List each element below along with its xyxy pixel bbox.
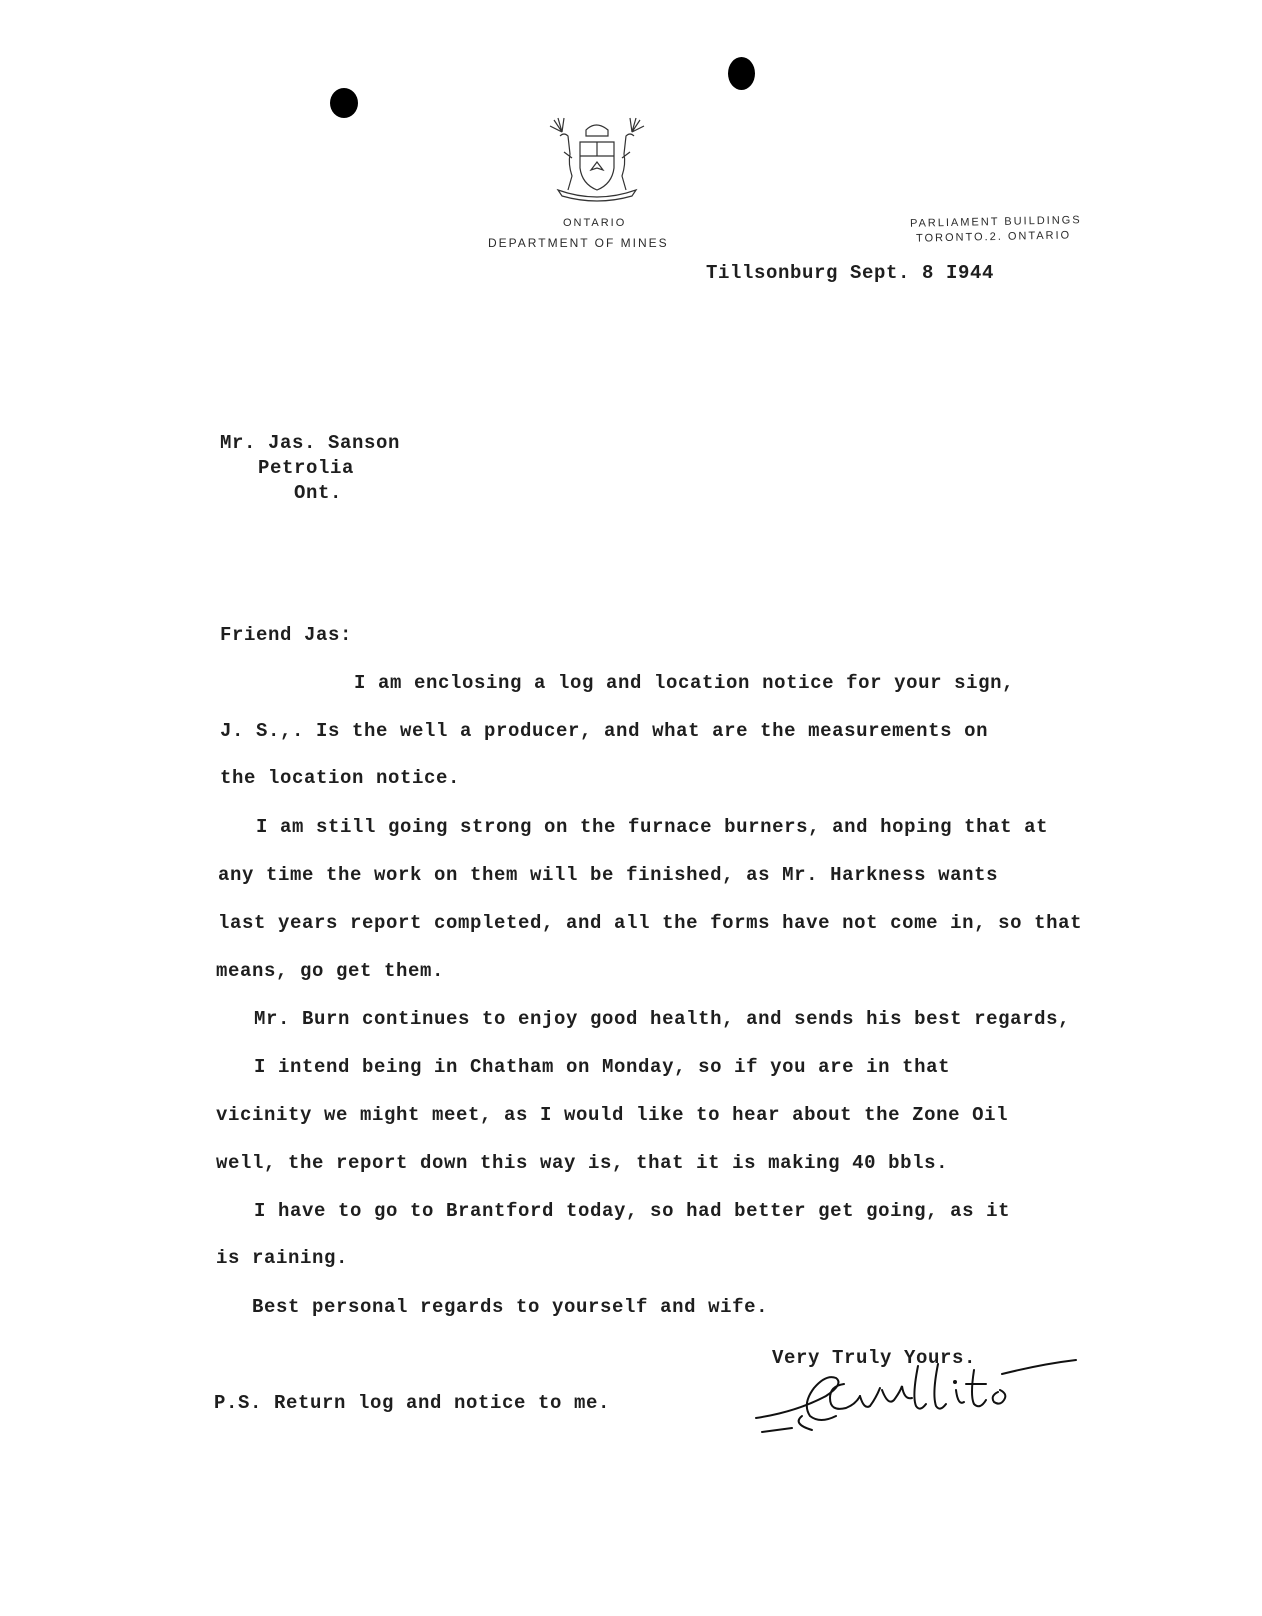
recipient-town: Petrolia xyxy=(258,457,355,479)
body-line: I am still going strong on the furnace burners, and hoping that at xyxy=(256,816,1049,838)
letterhead-org-line1: ONTARIO xyxy=(563,217,627,229)
body-line: last years report completed, and all the forms have not come in, so that xyxy=(218,912,1083,934)
body-line: I intend being in Chatham on Monday, so if you are in that xyxy=(254,1056,951,1078)
body-line: any time the work on them will be finished, as Mr. Harkness wants xyxy=(218,864,999,886)
body-line: Best personal regards to yourself and wife. xyxy=(252,1296,769,1318)
body-line: means, go get them. xyxy=(216,960,445,982)
ontario-coat-of-arms-icon xyxy=(548,112,646,204)
body-line: I am enclosing a log and location notice for your sign, xyxy=(354,672,1015,694)
body-line: is raining. xyxy=(216,1247,349,1269)
body-line: J. S.,. Is the well a producer, and what are the measurements on xyxy=(220,720,989,742)
letterhead-org-line2: DEPARTMENT OF MINES xyxy=(488,236,669,250)
body-line: vicinity we might meet, as I would like to hear about the Zone Oil xyxy=(216,1104,1009,1126)
body-line: well, the report down this way is, that it is making 40 bbls. xyxy=(216,1152,949,1174)
recipient-name: Mr. Jas. Sanson xyxy=(220,432,401,454)
punch-hole-left xyxy=(330,88,358,118)
body-line: Mr. Burn continues to enjoy good health, and sends his best regards, xyxy=(254,1008,1071,1030)
punch-hole-right xyxy=(728,57,755,90)
closing: Very Truly Yours. xyxy=(772,1347,977,1369)
body-line: the location notice. xyxy=(220,767,461,789)
date-line: Tillsonburg Sept. 8 I944 xyxy=(706,262,995,284)
handwritten-signature xyxy=(752,1356,1082,1436)
salutation: Friend Jas: xyxy=(220,624,353,646)
letterhead-address-line2: TORONTO.2. ONTARIO xyxy=(915,229,1072,245)
letterhead-address-line1: PARLIAMENT BUILDINGS xyxy=(909,214,1082,230)
body-line: I have to go to Brantford today, so had better get going, as it xyxy=(254,1200,1011,1222)
postscript: P.S. Return log and notice to me. xyxy=(214,1392,611,1414)
recipient-province: Ont. xyxy=(294,482,343,504)
